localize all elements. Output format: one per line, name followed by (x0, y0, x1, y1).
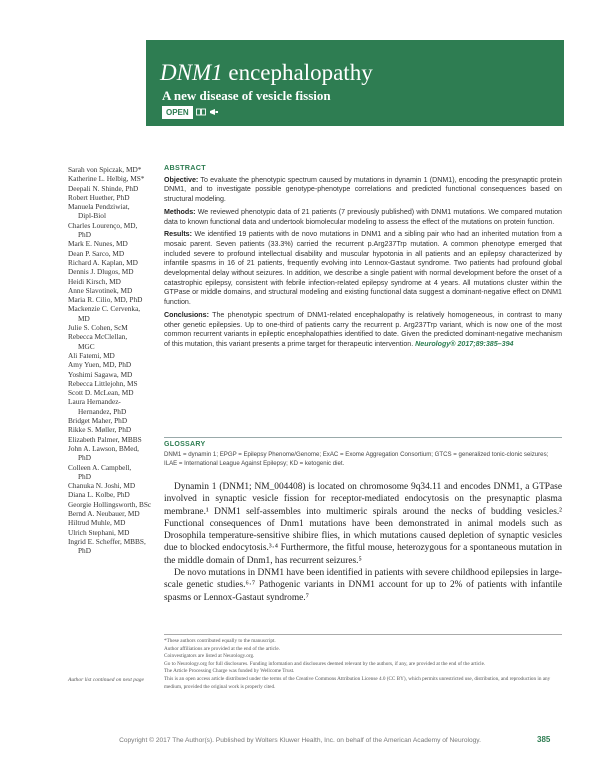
footnote: This is an open access article distributed under the terms of the Creative Commons Attribution License 4.0 (CC BY), which permits unrestricted use, distribution, and reproduction in any medium, provided the original work is properly cited. (164, 675, 551, 690)
author-list-note: Author list continued on next page (68, 677, 144, 683)
author-list (68, 165, 158, 555)
author-name: Mark E. Nunes, MD (68, 239, 128, 249)
book-icon[interactable] (196, 108, 206, 116)
footnote: Author affiliations are provided at the end of the article. (164, 645, 281, 652)
body-paragraph-1: Dynamin 1 (DNM1; NM_004408) is located on chromosome 9q34.11 and encodes DNM1, a GTPase involved in synaptic vesicle fission for receptor-mediated endocytosis on the presynaptic plasma membrane.¹ DNM1 self-assembles into multimeric spirals around the necks of budding vesicles.² Functional consequences of Dnm1 mutations have been demonstrated in animal models such as Drosophila temperature-sensitive shibire flies, in which mutations caused depletion of synaptic vesicles due to blocked endocytosis.³·⁴ Furthermore, the fitful mouse, heterozygous for a spontaneous mutation in the middle domain of Dnm1, has recurrent seizures.⁵ (164, 482, 562, 566)
footnote: Go to Neurology.org for full disclosures. Funding information and disclosures deemed relevant by the authors, if any, are provided at the end of the article. (164, 660, 486, 667)
article-title (160, 60, 373, 86)
author-name: Dipl-Biol (78, 211, 106, 221)
author-name: Georgie Hollingsworth, BSc (68, 499, 152, 509)
copyright-footer: Copyright © 2017 The Author(s). Published by Wolters Kluwer Health, Inc. on behalf of the American Academy of Neurology. (119, 737, 481, 744)
author-name: Rikke S. Møller, PhD (68, 425, 132, 435)
author-name: Diana L. Kolbe, PhD (68, 490, 130, 500)
objective-text: To evaluate the phenotypic spectrum caused by mutations in dynamin 1 (DNM1), encoding the presynaptic protein DNM1, and to investigate possible genotype-phenotype correlations and predicted functional consequences based on structural modeling. (164, 175, 562, 204)
author-name: PhD (78, 230, 91, 240)
author-name: Elizabeth Palmer, MBBS (68, 434, 142, 444)
glossary-divider (164, 437, 562, 438)
open-access-row (162, 106, 219, 118)
author-name: Ali Fatemi, MD (68, 350, 115, 360)
author-name: Sarah von Spiczak, MD* (68, 165, 142, 174)
megaphone-icon[interactable] (209, 108, 219, 116)
abstract-methods (164, 208, 562, 227)
body-paragraph-2: De novo mutations in DNM1 have been identified in patients with severe childhood epilepsies in large-scale genetic studies.⁶·⁷ Pathogenic variants in DNM1 account for up to 2% of patients with infantile spasms or Lennox-Gastaut syndrome.⁷ (164, 568, 562, 603)
author-name: Maria R. Cilio, MD, PhD (68, 295, 143, 305)
author-name: Laura Hernandez- (68, 397, 121, 407)
author-name: Yoshimi Sagawa, MD (68, 369, 133, 379)
author-name: Mackenzie C. Cervenka, (68, 304, 141, 314)
author-name: Katherine L. Helbig, MS* (68, 174, 145, 184)
results-label: Results: (164, 230, 192, 239)
conclusions-text: The phenotypic spectrum of DNM1-related encephalopathy is relatively homogeneous, in contrast to many other genetic epilepsies. Up to one-third of patients carry the recurrent p. Arg237Trp variant, which is now one of the most common recurrent variants in epileptic encephalopathies identified to date. Given the predicted dominant-negative mechanism of this mutation, this variant presents a prime target for therapeutic intervention. (164, 310, 562, 348)
abstract-results (164, 230, 562, 308)
author-name: Charles Lourenço, MD, (68, 220, 138, 230)
author-name: Deepali N. Shinde, PhD (68, 183, 139, 193)
author-name: Bridget Maher, PhD (68, 416, 128, 426)
methods-text: We reviewed phenotypic data of 21 patients (7 previously published) with DNM1 mutations. We compared mutation data to known functional data and undertook biomolecular modeling to assess the effect of the mutations on protein function. (164, 207, 562, 226)
author-name: MD (78, 313, 90, 323)
conclusions-label: Conclusions: (164, 310, 209, 319)
author-name: Scott D. McLean, MD (68, 388, 134, 398)
journal-citation[interactable]: Neurology® 2017;89:385–394 (415, 339, 514, 348)
abstract-heading: ABSTRACT (164, 163, 206, 172)
footnote-list (164, 638, 562, 691)
title-gene: DNM1 (160, 60, 223, 85)
page-number: 385 (537, 735, 551, 744)
author-name: Dennis J. Dlugos, MD (68, 267, 134, 277)
results-text: We identified 19 patients with de novo mutations in DNM1 and a sibling pair who had an inherited mutation from a mosaic parent. Seven patients (33.3%) carried the recurrent p.Arg237Trp mutation. A common phenotype emerged that included severe to profound intellectual disability and muscular hypotonia in all patients and an epilepsy characterized by infantile spasms in 16 of 21 patients, frequently evolving into Lennox-Gastaut syndrome. Two patients had profound global developmental delay without seizures. In addition, we describe a single patient with normal development before the onset of a catastrophic epilepsy, consistent with febrile infection-related epilepsy syndrome at 4 years. All mutations cluster within the GTPase or middle domains, and structural modeling and existing functional data suggest a dominant-negative effect on DNM1 function. (164, 230, 562, 307)
author-name: Anne Slavotinek, MD (68, 285, 133, 295)
author-name: Hiltrud Muhle, MD (68, 518, 126, 528)
footnotes (164, 634, 562, 691)
objective-label: Objective: (164, 175, 199, 184)
footnote: *These authors contributed equally to the manuscript. (164, 638, 276, 644)
glossary-heading: GLOSSARY (164, 441, 206, 448)
author-name: Hernandez, PhD (78, 406, 127, 416)
author-name: Colleen A. Campbell, (68, 462, 132, 472)
methods-label: Methods: (164, 207, 196, 216)
glossary-text: DNM1 = dynamin 1; EPGP = Epilepsy Phenome/Genome; ExAC = Exome Aggregation Consortium; GTCS = generalized tonic-clonic seizures; ILAE = International League Against Epilepsy; KD = ketogenic diet. (164, 451, 549, 467)
author-name: PhD (78, 471, 91, 481)
author-name: Heidi Kirsch, MD (68, 276, 121, 286)
author-name: Rebecca McClellan, (68, 332, 128, 342)
article-subtitle: A new disease of vesicle fission (162, 88, 331, 103)
author-name: Ingrid E. Scheffer, MBBS, (68, 536, 146, 546)
author-name: Chanuka N. Joshi, MD (68, 481, 136, 491)
abstract-objective (164, 176, 562, 205)
title-rest: encephalopathy (222, 60, 373, 85)
author-name: Robert Huether, PhD (68, 192, 130, 202)
author-name: Manuela Pendziwiat, (68, 202, 130, 212)
open-access-badge[interactable]: OPEN (162, 106, 193, 119)
footnote: The Article Processing Charge was funded by Wellcome Trust. (164, 668, 295, 675)
author-name: Ulrich Stephani, MD (68, 527, 130, 537)
author-name: Richard A. Kaplan, MD (68, 257, 138, 267)
author-name: MGC (78, 341, 95, 351)
abstract (164, 163, 562, 353)
author-name: John A. Lawson, BMed, (68, 443, 139, 453)
footnote: Coinvestigators are listed at Neurology.org. (164, 653, 255, 660)
author-name: PhD (78, 546, 91, 556)
author-name: Julie S. Cohen, ScM (68, 323, 128, 333)
author-name: Rebecca Littlejohn, MS (68, 378, 138, 388)
author-name: PhD (78, 453, 91, 463)
author-name: Amy Yuen, MD, PhD (68, 360, 132, 370)
body-text (164, 481, 562, 604)
author-name: Bernd A. Neubauer, MD (68, 508, 140, 518)
glossary (164, 437, 562, 468)
footnote-divider (164, 634, 562, 635)
abstract-conclusions (164, 311, 562, 350)
author-name: Dean P. Sarco, MD (68, 248, 125, 258)
